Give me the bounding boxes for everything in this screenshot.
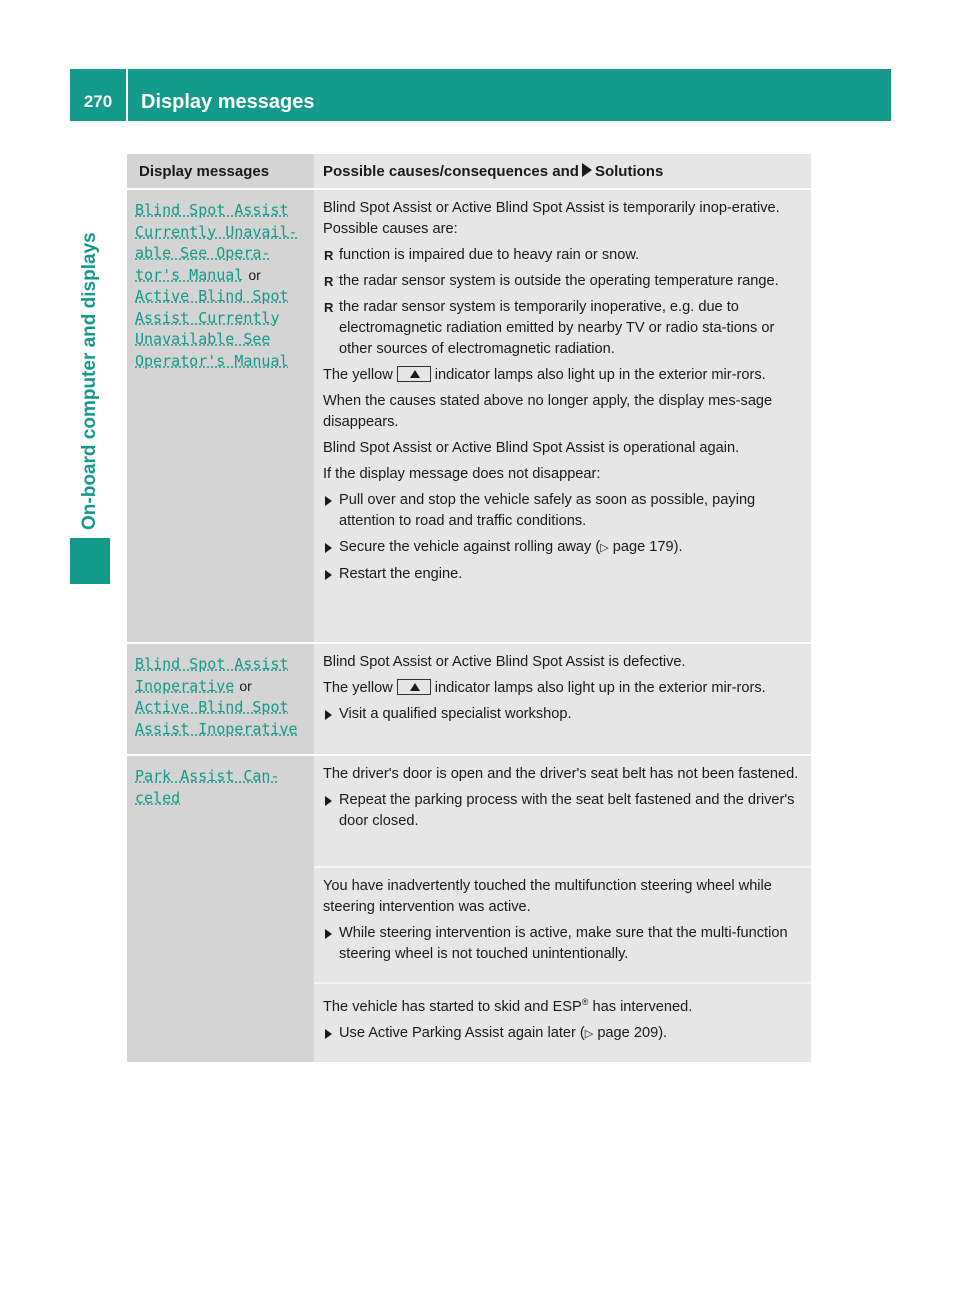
registered-mark: ® [581,997,589,1007]
action-item: While steering intervention is active, make sure that the multi-function steering wheel is not touched unintentionally. [323,923,805,965]
cause-marker-icon: R [324,300,334,315]
paragraph: Blind Spot Assist or Active Blind Spot Assist is temporarily inop-erative. Possible causes are: [323,200,780,237]
display-message: able See Opera‐ [135,244,271,262]
or-label: or [239,677,252,694]
action-item: Pull over and stop the vehicle safely as soon as possible, paying attention to road and traffic conditions. [323,490,805,532]
solution-cell [314,756,811,1062]
display-message: Blind Spot Assist [135,201,289,219]
action-item: Use Active Parking Assist again later (▷ page 209). [323,1023,805,1045]
display-messages-table [127,154,811,1062]
section-tab-marker [70,538,110,584]
section-tab-label: On-board computer and displays [79,232,100,530]
action-item: Repeat the parking process with the seat belt fastened and the driver's door closed. [323,790,805,832]
table-row [127,642,811,754]
table-row [127,754,811,1062]
action-item: Secure the vehicle against rolling away (▷ page 179). [323,537,805,559]
blind-spot-warning-lamp-icon [397,366,431,382]
paragraph: When the causes stated above no longer apply, the display mes-sage disappears. [323,393,773,430]
column-header-solutions [314,154,811,188]
table-row [127,190,811,642]
page-number: 270 [83,92,113,111]
cause-marker-icon: R [324,248,334,263]
display-message: Assist Currently [135,308,280,327]
cause-item: R function is impaired due to heavy rain or snow. [323,245,805,266]
message-cell [127,756,314,1062]
header-divider [126,69,128,121]
display-message: Assist Inoperative [135,719,298,738]
action-arrow-icon [325,796,332,806]
display-message: Blind Spot Assist [135,655,289,673]
paragraph: If the display message does not disappear: [323,466,601,482]
display-message: Park Assist Can‐ [135,767,280,785]
display-message: Unavailable See [135,330,271,348]
cause-item: R the radar sensor system is temporarily inoperative, e.g. due to electromagnetic radiation emitted by nearby TV or radio sta-tions or other sources of electromagnetic radiation. [324,299,775,357]
display-message: celed [135,788,181,807]
solution-arrow-icon [582,163,592,177]
action-arrow-icon [325,570,332,580]
action-arrow-icon [325,929,332,939]
solution-cell [314,644,811,754]
paragraph: You have inadvertently touched the multifunction steering wheel while steering intervention was active. [323,878,772,915]
blind-spot-warning-lamp-icon [397,679,431,695]
display-message: Active Blind Spot [135,287,289,305]
action-arrow-icon [325,710,332,720]
paragraph: Blind Spot Assist or Active Blind Spot Assist is defective. [323,654,686,670]
paragraph: The vehicle has started to skid and ESP® has intervened. [323,997,693,1015]
display-message: Currently Unavail‐ [135,222,298,241]
page-reference-icon: ▷ [584,1027,594,1040]
cause-marker-icon: R [324,274,334,289]
display-message: Inoperative [135,676,235,695]
page-reference[interactable]: page 209 [597,1024,659,1041]
page-title: Display messages [141,91,315,113]
display-message: tor's Manual [135,265,244,284]
message-cell [127,644,314,754]
or-label: or [248,266,261,283]
solution-cell [314,190,811,642]
message-cell [127,190,314,642]
column-header-solutions-pre: Possible causes/consequences and [323,163,579,180]
column-header-solutions-post: Solutions [594,163,664,180]
cause-item: R the radar sensor system is outside the operating temperature range. [323,271,805,292]
display-message: Active Blind Spot [135,698,289,716]
table-header [127,154,811,190]
page-reference[interactable]: page 179 [612,539,674,555]
display-message: Operator's Manual [135,351,289,370]
action-arrow-icon [325,1029,332,1039]
action-item: Visit a qualified specialist workshop. [323,704,805,725]
paragraph: The driver's door is open and the driver's seat belt has not been fastened. [323,766,799,782]
action-item: Restart the engine. [323,564,805,585]
paragraph: The yellow indicator lamps also light up in the exterior mir-rors. [323,680,766,696]
column-header-messages: Display messages [127,154,314,188]
paragraph: Blind Spot Assist or Active Blind Spot Assist is operational again. [323,440,740,456]
action-arrow-icon [325,496,332,506]
page-reference-icon: ▷ [600,542,609,554]
paragraph: The yellow indicator lamps also light up in the exterior mir-rors. [323,367,766,383]
action-arrow-icon [325,543,332,553]
